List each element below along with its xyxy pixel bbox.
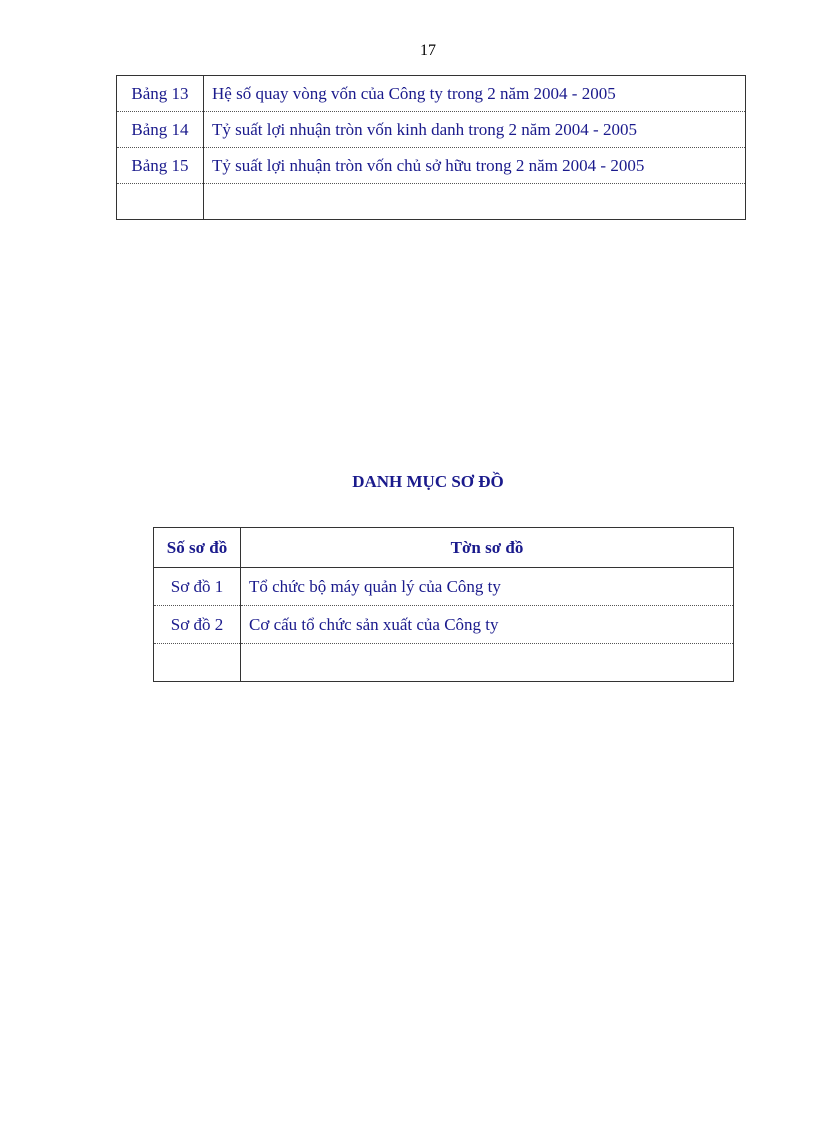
diagram-title-cell: Cơ cấu tổ chức sản xuất của Công ty [241,606,734,644]
table-row [117,184,746,220]
diagram-code-cell: Sơ đồ 1 [154,568,241,606]
table-row [117,76,746,112]
table-code-cell [117,184,204,220]
diagrams-section-heading: DANH MỤC SƠ ĐỒ [352,472,504,491]
diagram-title-header: Tờn sơ đồ [241,528,734,568]
diagram-title-cell [241,644,734,682]
tables-list-table [116,75,746,220]
diagrams-list-table [153,527,734,682]
table-title-cell [204,184,746,220]
diagram-code-cell: Sơ đồ 2 [154,606,241,644]
table-code-cell: Bảng 14 [117,112,204,148]
table-code-cell: Bảng 15 [117,148,204,184]
table-title-cell: Tỷ suất lợi nhuận tròn vốn kinh danh trong 2 năm 2004 - 2005 [204,112,746,148]
table-row [117,148,746,184]
table-row [117,112,746,148]
table-header-row [154,528,734,568]
table-row [154,644,734,682]
table-row [154,606,734,644]
table-title-cell: Hệ số quay vòng vốn của Công ty trong 2 năm 2004 - 2005 [204,76,746,112]
page-number: 17 [420,42,436,59]
table-row [154,568,734,606]
table-title-cell: Tỷ suất lợi nhuận tròn vốn chủ sở hữu trong 2 năm 2004 - 2005 [204,148,746,184]
diagram-code-header: Số sơ đồ [154,528,241,568]
diagram-code-cell [154,644,241,682]
table-code-cell: Bảng 13 [117,76,204,112]
diagram-title-cell: Tổ chức bộ máy quản lý của Công ty [241,568,734,606]
